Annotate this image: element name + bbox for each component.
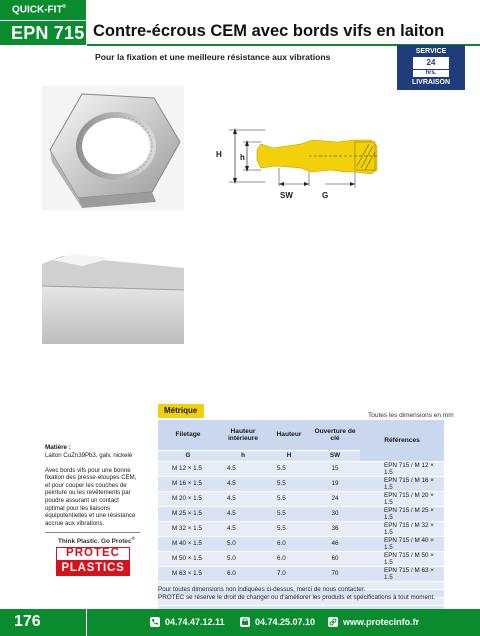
cell-hauteur: 7.0 <box>268 566 310 581</box>
cell-ouverture: 19 <box>310 476 360 491</box>
table-row <box>158 566 444 581</box>
cell-filetage: M 12 × 1.5 <box>158 461 218 476</box>
slogan-mark: ® <box>131 536 135 541</box>
logo-top: PROTEC <box>56 547 130 561</box>
symbol-g: G <box>158 450 218 461</box>
footer-fax[interactable] <box>240 617 315 627</box>
service-line1: SERVICE <box>415 48 447 55</box>
service-badge <box>397 45 465 90</box>
product-photo-detail <box>42 224 184 344</box>
dimensions-note: Toutes les dimensions en mm <box>368 412 454 419</box>
technical-drawing <box>205 120 385 210</box>
product-photo-nut <box>42 86 184 210</box>
cell-reference: EPN 715 / M 32 × 1.5 <box>360 521 444 536</box>
slogan-text: Think Plastic. Go Protec <box>58 538 132 546</box>
page-title: Contre-écrous CEM avec bords vifs en laiton <box>93 22 445 40</box>
cell-ouverture: 36 <box>310 521 360 536</box>
cell-filetage: M 40 × 1.5 <box>158 536 218 551</box>
website-url: www.protecinfo.fr <box>343 617 420 627</box>
footer-divider <box>86 609 87 636</box>
section-label-metrique: Métrique <box>158 404 204 418</box>
symbol-h: h <box>218 450 268 461</box>
footnote-contact: Pour toutes dimensions non indiquées ci-dessus, merci de nous contacter. <box>158 586 366 593</box>
cell-hauteur: 6.0 <box>268 551 310 566</box>
protec-plastics-logo <box>56 547 130 577</box>
brand-tab-label: QUICK-FIT <box>12 4 63 16</box>
cell-hauteur-int: 6.0 <box>218 566 268 581</box>
cell-reference: EPN 715 / M 12 × 1.5 <box>360 461 444 476</box>
cell-ouverture: 15 <box>310 461 360 476</box>
cell-reference: EPN 715 / M 20 × 1.5 <box>360 491 444 506</box>
dim-label-g: G <box>322 191 329 200</box>
hex-nut-image <box>42 86 184 210</box>
table-row <box>158 476 444 491</box>
cell-hauteur-int: 4.5 <box>218 506 268 521</box>
cell-ouverture: 60 <box>310 551 360 566</box>
table-row <box>158 461 444 476</box>
cell-filetage: M 16 × 1.5 <box>158 476 218 491</box>
logo-bottom: PLASTICS <box>56 561 130 576</box>
cell-reference: EPN 715 / M 25 × 1.5 <box>360 506 444 521</box>
brand-tab <box>0 0 86 20</box>
symbol-sw: SW <box>310 450 360 461</box>
cell-reference: EPN 715 / M 50 × 1.5 <box>360 551 444 566</box>
cell-ouverture: 30 <box>310 506 360 521</box>
col-header-ouverture: Ouverture de clé <box>310 420 360 450</box>
cell-hauteur: 6.0 <box>268 536 310 551</box>
cell-hauteur: 5.5 <box>268 521 310 536</box>
cell-reference: EPN 715 / M 40 × 1.5 <box>360 536 444 551</box>
footnote-rights: PROTEC se réserve le droit de changer ou d'améliorer les produits et spécifications à tout moment. <box>158 594 435 601</box>
service-unit: hrs. <box>413 70 449 77</box>
table-footnote <box>158 586 435 602</box>
cell-reference: EPN 715 / M 16 × 1.5 <box>360 476 444 491</box>
cell-hauteur: 5.5 <box>268 476 310 491</box>
col-header-filetage: Filetage <box>158 420 218 450</box>
phone-number: 04.74.47.12.11 <box>165 617 225 627</box>
cell-filetage: M 20 × 1.5 <box>158 491 218 506</box>
fax-icon <box>240 617 250 627</box>
page-number: 176 <box>14 613 41 630</box>
cell-filetage: M 32 × 1.5 <box>158 521 218 536</box>
service-line2: LIVRAISON <box>411 79 451 86</box>
material-text: Laiton CuZn39Pb3, galv. nickelé <box>45 452 133 459</box>
cell-ouverture: 46 <box>310 536 360 551</box>
col-header-references: Références <box>360 420 444 461</box>
cell-filetage: M 25 × 1.5 <box>158 506 218 521</box>
table-row <box>158 536 444 551</box>
cell-hauteur-int: 4.5 <box>218 476 268 491</box>
cell-ouverture: 70 <box>310 566 360 581</box>
phone-icon <box>150 617 160 627</box>
cell-hauteur: 5.5 <box>268 461 310 476</box>
cell-hauteur-int: 4.5 <box>218 491 268 506</box>
cell-reference: EPN 715 / M 63 × 1.5 <box>360 566 444 581</box>
product-description: Avec bords vifs pour une bonne fixation des presse-étoupes CEM, et pour couper les couches de peinture ou les revêtements par poudre assurant un contact optimal pour les liaisons équipotentielles et une résistance accrue aux vibrations. <box>45 466 137 527</box>
table-row <box>158 491 444 506</box>
footer-phone[interactable] <box>150 617 225 627</box>
product-code: EPN 715 <box>0 21 86 45</box>
nut-edge-closeup-image <box>42 224 184 344</box>
table-row <box>158 551 444 566</box>
cell-ouverture: 24 <box>310 491 360 506</box>
col-header-hauteur-interieure: Hauteur intérieure <box>218 420 268 450</box>
footer-website[interactable] <box>328 617 419 627</box>
link-icon <box>328 617 338 627</box>
cell-filetage: M 50 × 1.5 <box>158 551 218 566</box>
page-subtitle: Pour la fixation et une meilleure résistance aux vibrations <box>95 52 331 62</box>
cell-hauteur: 5.5 <box>268 506 310 521</box>
sidebar-divider <box>45 532 140 533</box>
fax-number: 04.74.25.07.10 <box>255 617 316 627</box>
cell-hauteur: 5.5 <box>268 491 310 506</box>
cell-hauteur-int: 4.5 <box>218 521 268 536</box>
table-row <box>158 521 444 536</box>
col-header-hauteur: Hauteur <box>268 420 310 450</box>
brand-slogan <box>58 536 135 545</box>
table-header-row <box>158 420 444 450</box>
dim-label-h: h <box>240 153 245 162</box>
symbol-H: H <box>268 450 310 461</box>
material-title: Matière : <box>45 444 71 451</box>
material-info <box>45 444 140 532</box>
table-row <box>158 506 444 521</box>
brand-tab-reg: ® <box>62 4 67 10</box>
cell-hauteur-int: 5.0 <box>218 536 268 551</box>
dim-label-H: H <box>216 150 222 159</box>
cell-hauteur-int: 5.0 <box>218 551 268 566</box>
service-days: 24 <box>413 57 449 69</box>
dim-label-sw: SW <box>280 191 293 200</box>
cell-hauteur-int: 4.5 <box>218 461 268 476</box>
cell-filetage: M 63 × 1.5 <box>158 566 218 581</box>
